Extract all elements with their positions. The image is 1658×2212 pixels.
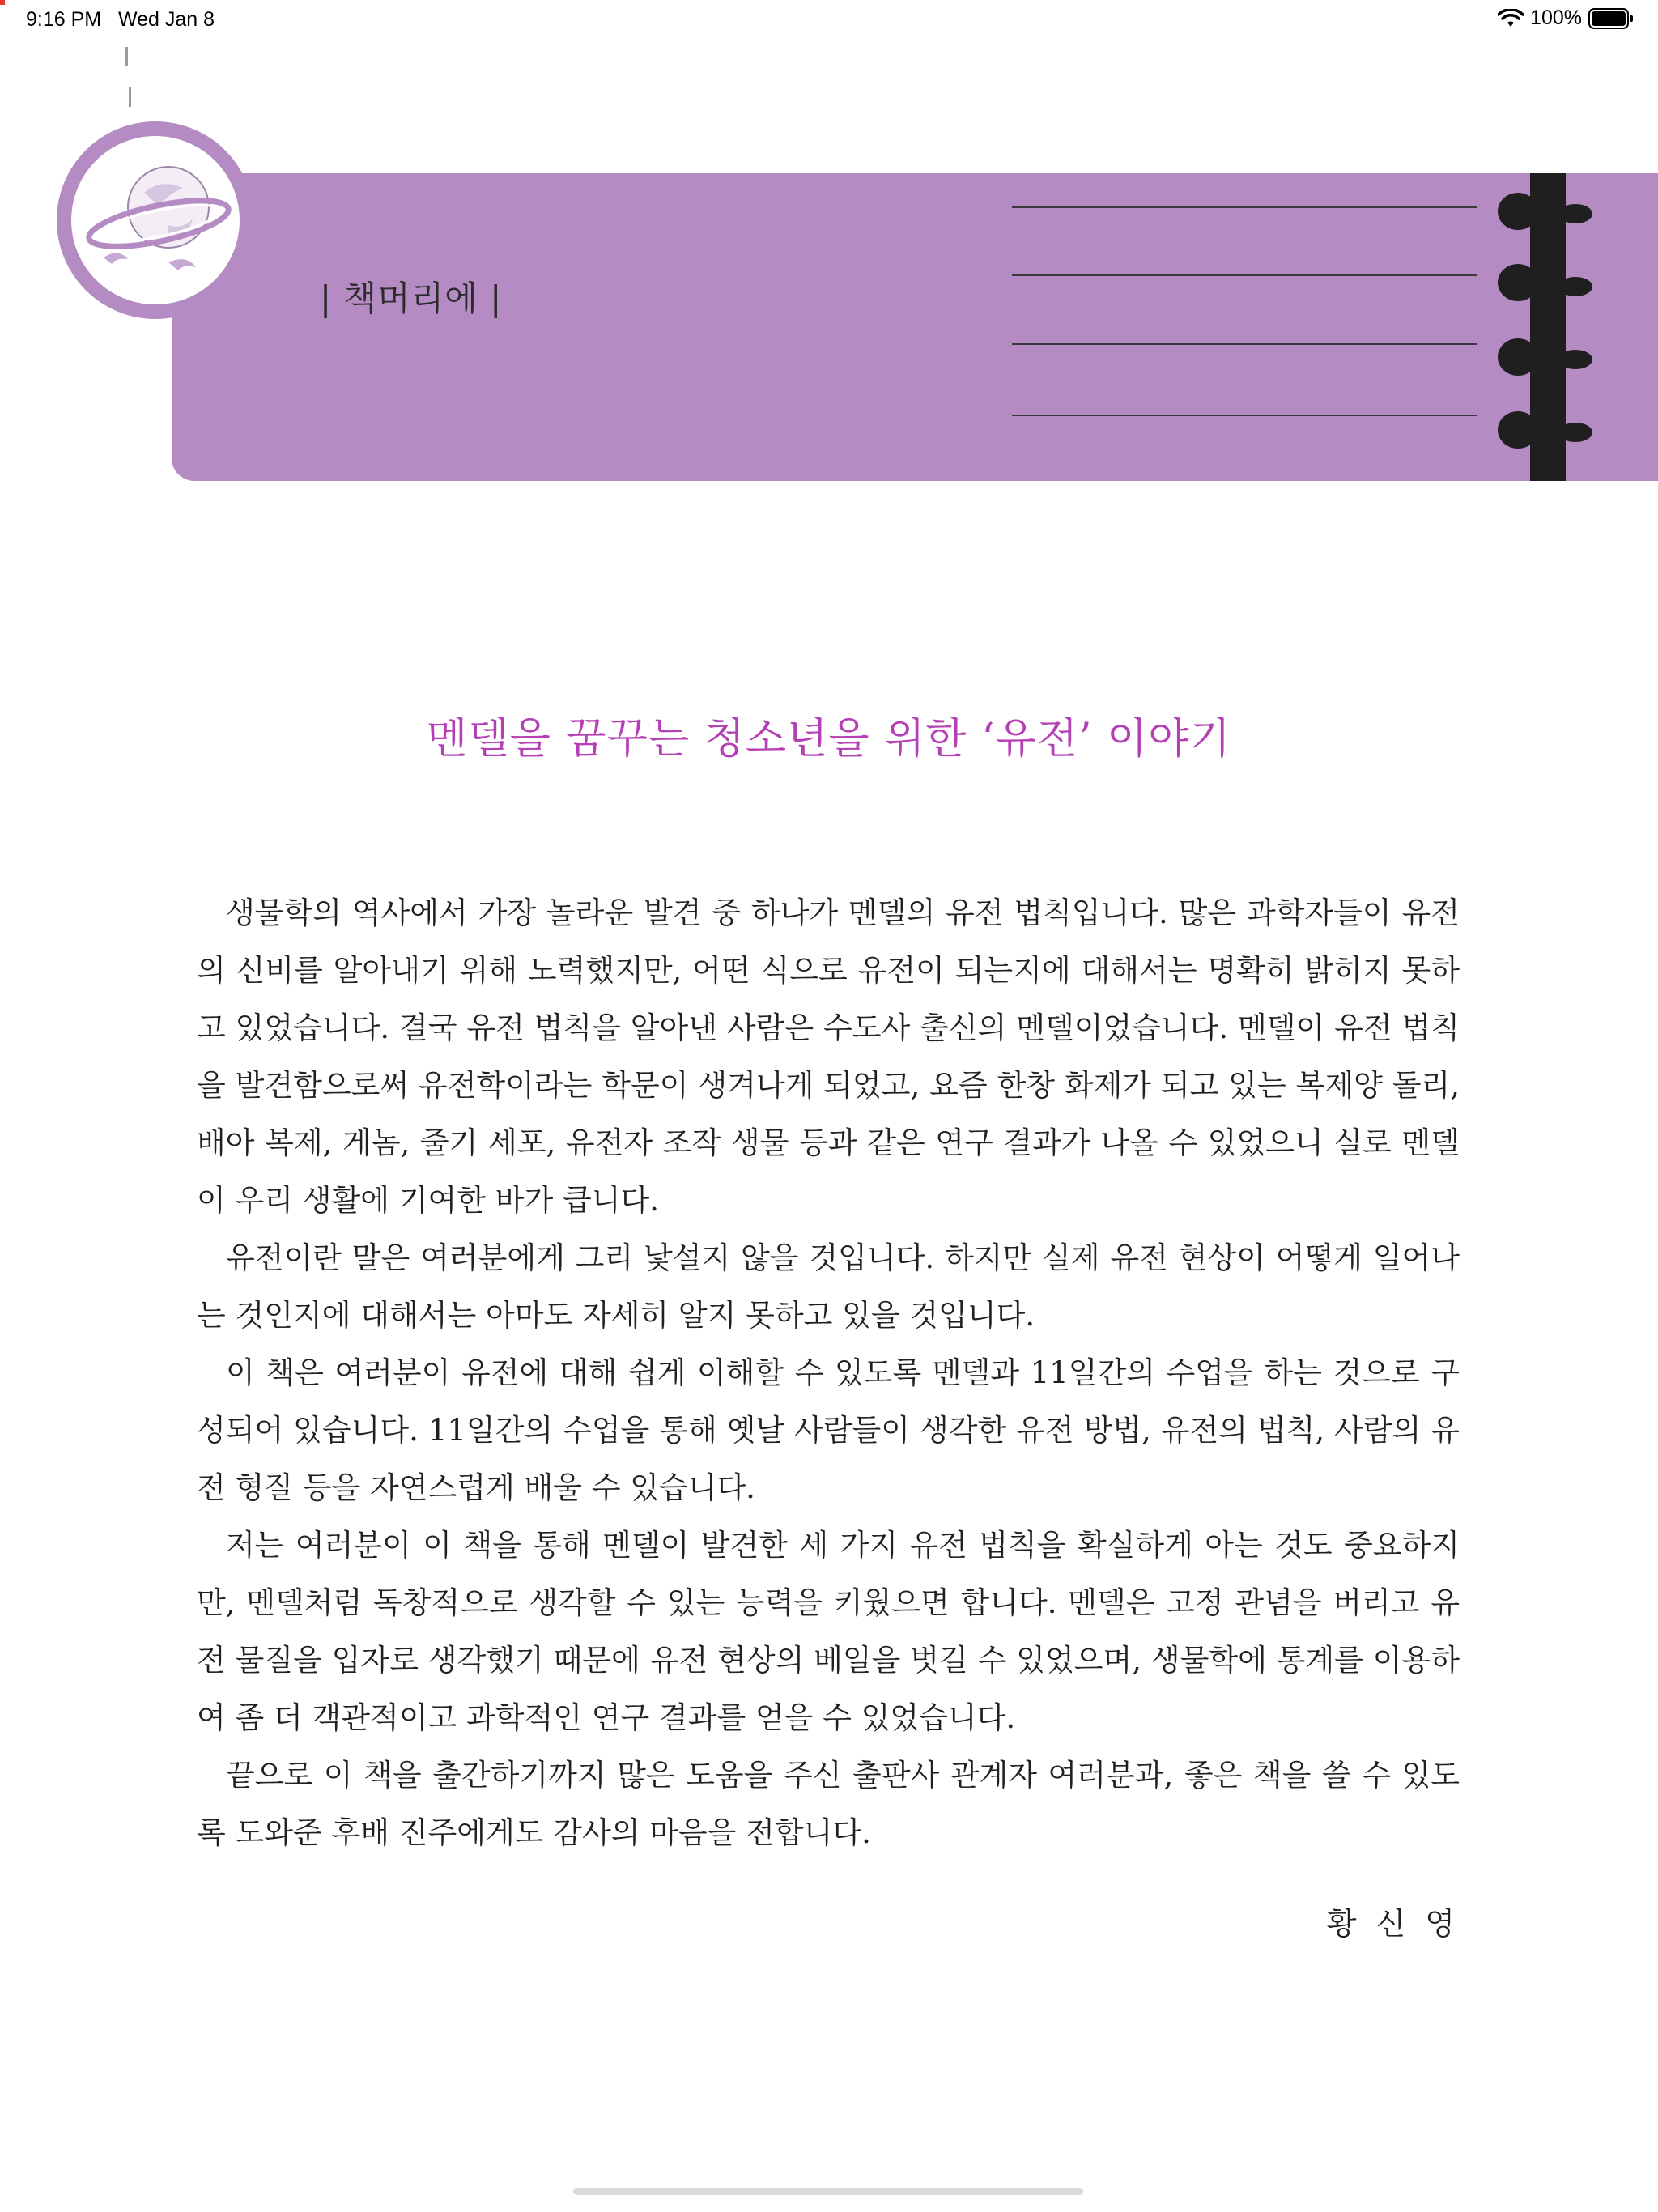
binding-ring [1558,350,1592,369]
binding-ring [1558,204,1592,223]
section-header-title: | 책머리에 | [320,279,503,318]
binding-ring [1498,193,1538,230]
paragraph: 끝으로 이 책을 출간하기까지 많은 도움을 주신 출판사 관계자 여러분과, 좋은 책을 쓸 수 있도록 도와준 후배 진주에게도 감사의 마음을 전합니다. [197,1758,1460,1850]
paragraph: 유전이란 말은 여러분에게 그리 낯설지 않을 것입니다. 하지만 실제 유전 현상이 어떻게 일어나는 것인지에 대해서는 아마도 자세히 알지 못하고 있을 것입니다. [197,1240,1460,1333]
home-indicator[interactable] [573,2188,1083,2195]
planet-icon [71,136,240,304]
battery-percent: 100% [1530,6,1582,29]
status-date: Wed Jan 8 [118,8,215,31]
status-time: 9:16 PM [26,8,102,31]
planet-badge [57,121,254,319]
binding-ring [1498,338,1538,376]
wifi-icon [1498,9,1524,28]
body-text [197,884,1460,1861]
note-line [1012,274,1477,276]
author-signature: 황 신 영 [1326,1906,1460,1942]
binding-ring [1558,423,1592,442]
paragraph: 생물학의 역사에서 가장 놀라운 발견 중 하나가 멘델의 유전 법칙입니다. 많은 과학자들이 유전의 신비를 알아내기 위해 노력했지만, 어떤 식으로 유전이 되는지에 대해서는 명확히 밝히지 못하고 있었습니다. 결국 유전 법칙을 알아낸 사람은 수도사 출신의 멘델이었습니다. 멘델이 유전 법칙을 발견함으로써 유전학이라는 학문이 생겨나게 되었고, 요즘 한창 화제가 되고 있는 복제양 돌리, 배아 복제, 게놈, 줄기 세포, 유전자 조작 생물 등과 같은 연구 결과가 나올 수 있었으니 실로 멘델이 우리 생활에 기여한 바가 큽니다. [197,895,1460,1218]
binding-ring [1498,264,1538,301]
paragraph: 이 책은 여러분이 유전에 대해 쉽게 이해할 수 있도록 멘델과 11일간의 수업을 하는 것으로 구성되어 있습니다. 11일간의 수업을 통해 옛날 사람들이 생각한 유전 방법, 유전의 법칙, 사람의 유전 형질 등을 자연스럽게 배울 수 있습니다. [197,1355,1460,1505]
dashed-connector [129,87,131,107]
header-banner [172,173,1658,481]
document-title: 멘델을 꿈꾸는 청소년을 위한 ‘유전’ 이야기 [427,715,1231,764]
status-right [1498,6,1634,30]
note-line [1012,343,1477,345]
note-line [1012,415,1477,416]
paragraph: 저는 여러분이 이 책을 통해 멘델이 발견한 세 가지 유전 법칙을 확실하게 아는 것도 중요하지만, 멘델처럼 독창적으로 생각할 수 있는 능력을 키웠으면 합니다. 멘델은 고정 관념을 버리고 유전 물질을 입자로 생각했기 때문에 유전 현상의 베일을 벗길 수 있었으며, 생물학에 통계를 이용하여 좀 더 객관적이고 과학적인 연구 결과를 얻을 수 있었습니다. [197,1528,1460,1735]
binding-ring [1498,411,1538,449]
planet-badge-inner [71,136,240,304]
binding-ring [1558,277,1592,296]
status-bar [0,0,1658,40]
note-line [1012,206,1477,208]
battery-icon [1588,8,1634,29]
dashed-connector [125,47,128,66]
